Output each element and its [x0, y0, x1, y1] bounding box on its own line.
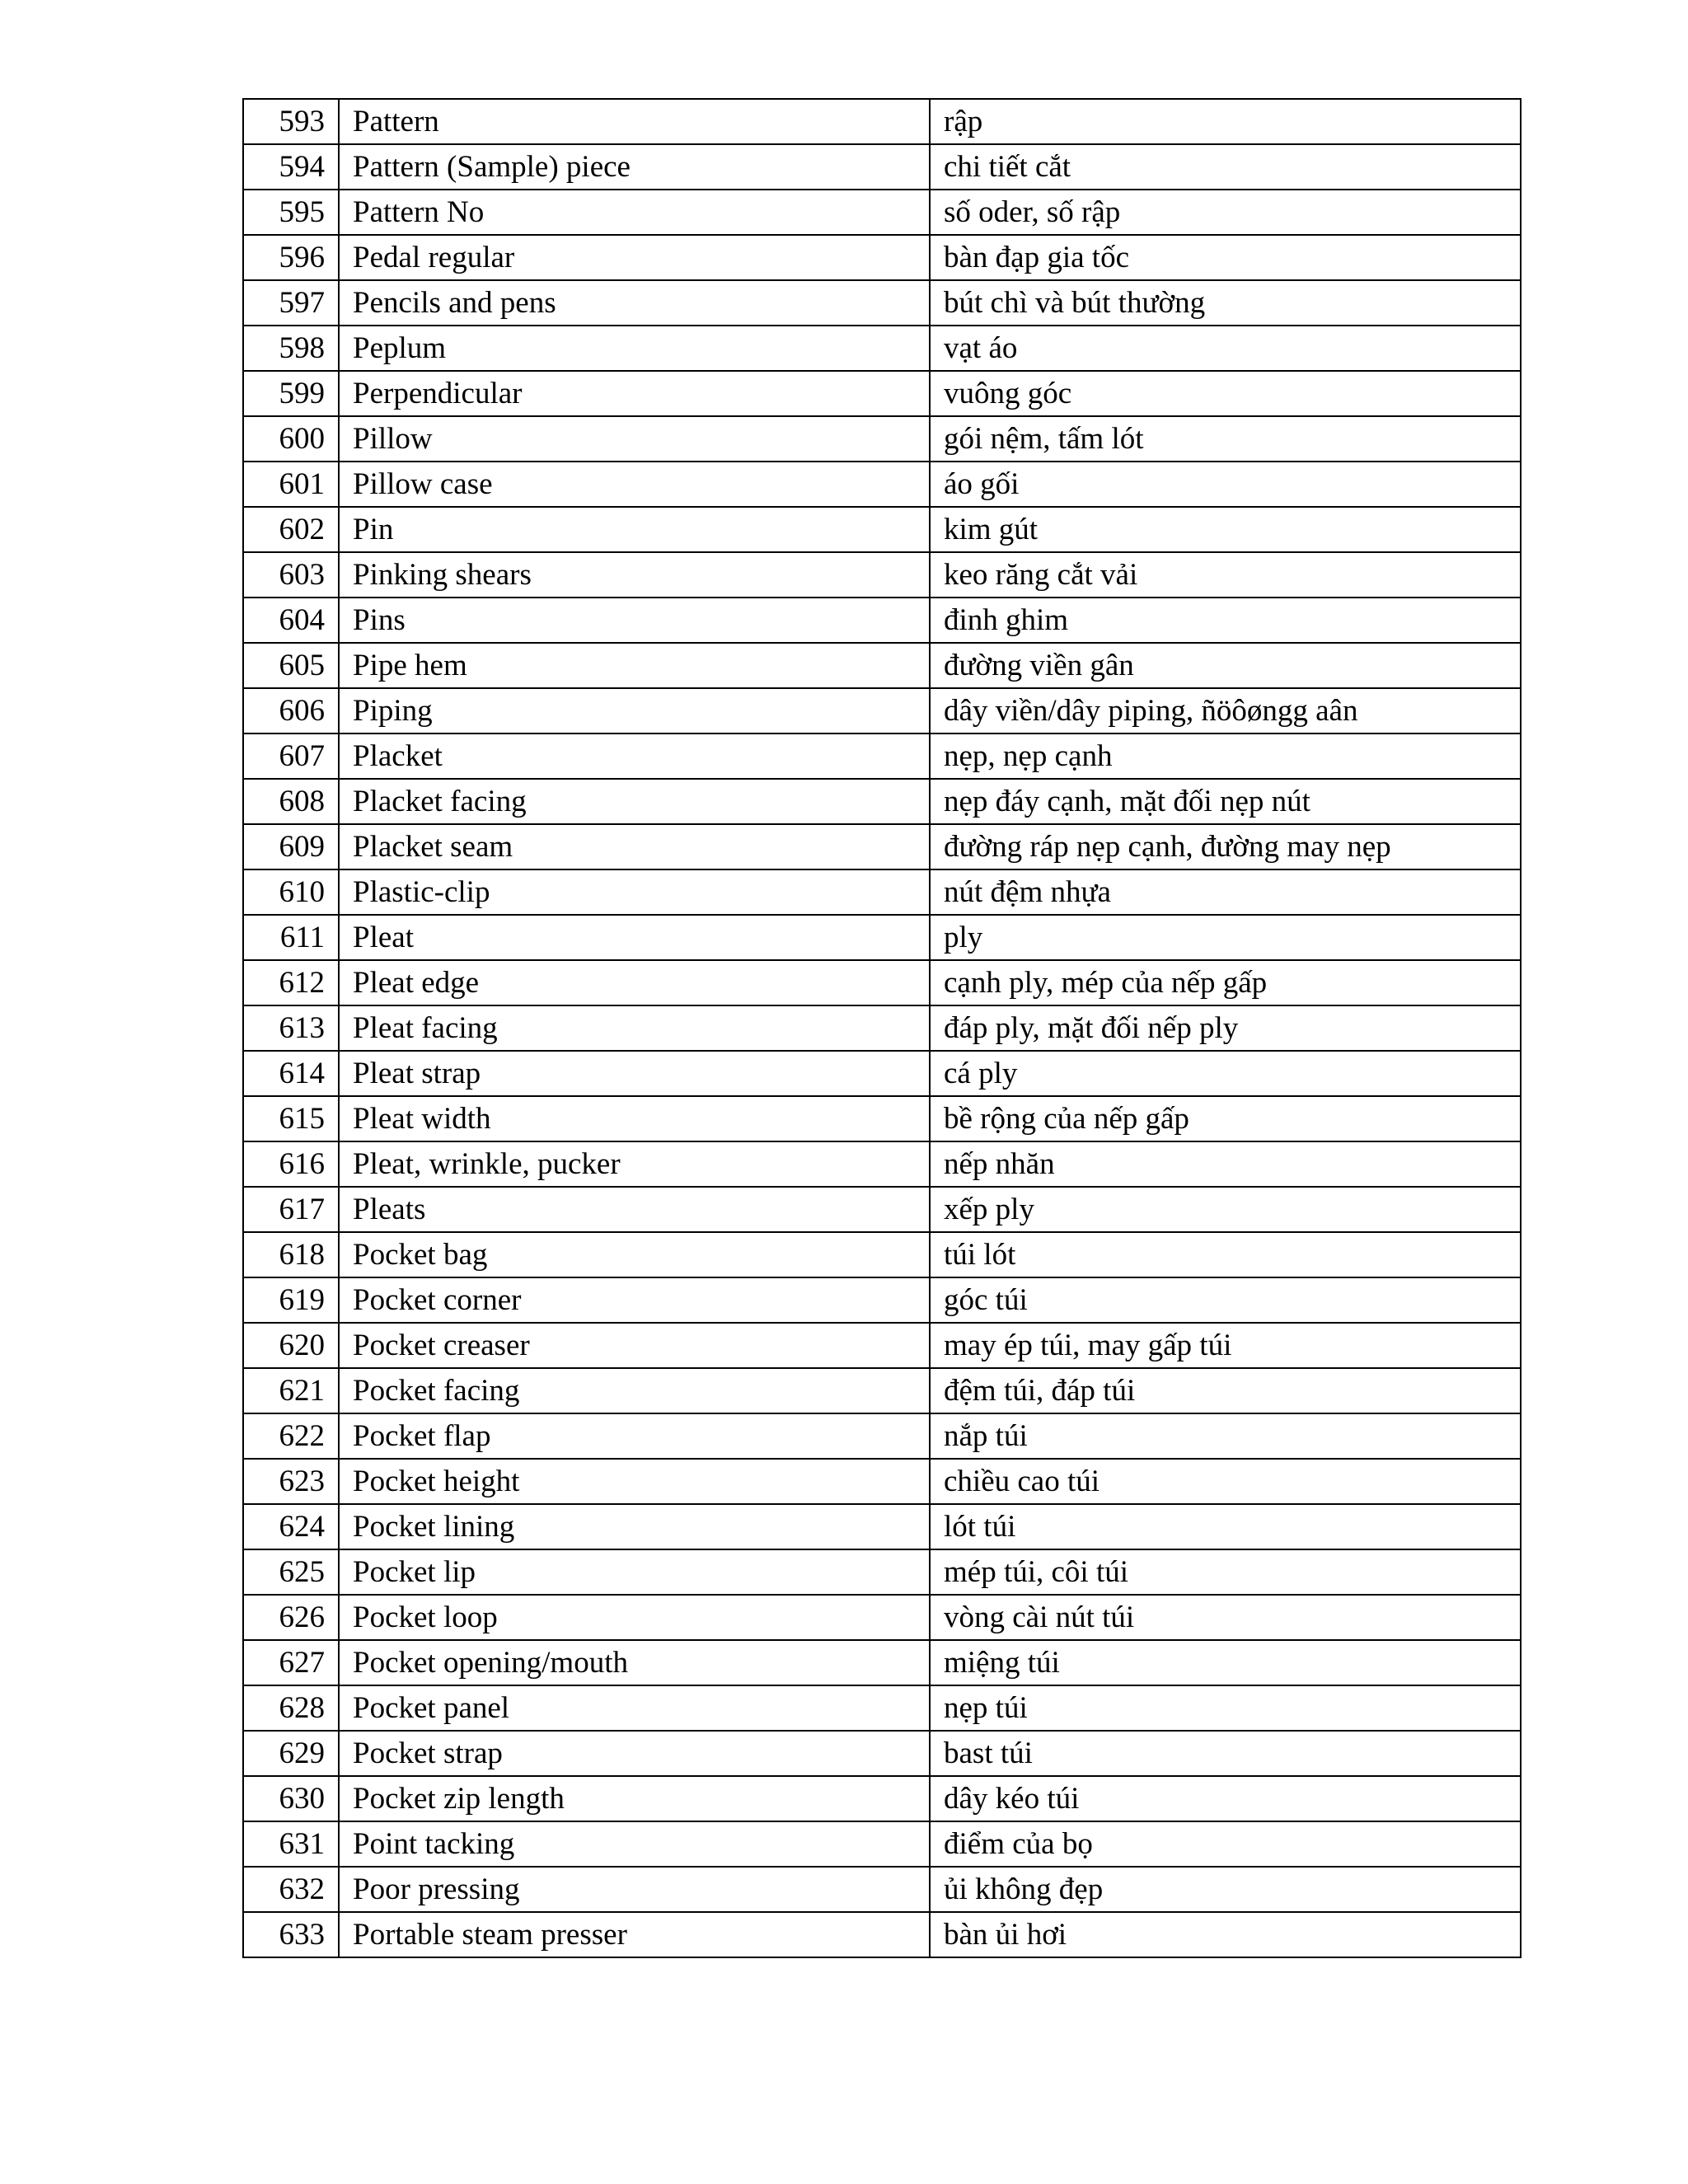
english-term-cell: Portable steam presser: [339, 1912, 930, 1957]
row-number-cell: 626: [243, 1595, 339, 1640]
row-number-cell: 628: [243, 1685, 339, 1731]
english-term-cell: Pattern (Sample) piece: [339, 144, 930, 190]
row-number-cell: 615: [243, 1096, 339, 1141]
vietnamese-term-cell: chiều cao túi: [930, 1459, 1521, 1504]
english-term-cell: Pleat strap: [339, 1051, 930, 1096]
table-row: [243, 462, 1521, 507]
english-term-cell: Pleats: [339, 1187, 930, 1232]
english-term-cell: Pleat width: [339, 1096, 930, 1141]
row-number-cell: 606: [243, 688, 339, 733]
english-term-cell: Pattern No: [339, 190, 930, 235]
row-number-cell: 633: [243, 1912, 339, 1957]
vietnamese-term-cell: số oder, số rập: [930, 190, 1521, 235]
table-row: [243, 643, 1521, 688]
vietnamese-term-cell: bàn ủi hơi: [930, 1912, 1521, 1957]
vietnamese-term-cell: đường viền gân: [930, 643, 1521, 688]
table-row: [243, 1459, 1521, 1504]
table-row: [243, 915, 1521, 960]
english-term-cell: Pleat, wrinkle, pucker: [339, 1141, 930, 1187]
vietnamese-term-cell: bề rộng của nếp gấp: [930, 1096, 1521, 1141]
row-number-cell: 619: [243, 1277, 339, 1323]
english-term-cell: Pocket lining: [339, 1504, 930, 1549]
table-row: [243, 688, 1521, 733]
row-number-cell: 593: [243, 99, 339, 144]
english-term-cell: Pillow case: [339, 462, 930, 507]
vietnamese-term-cell: vòng cài nút túi: [930, 1595, 1521, 1640]
glossary-table: [242, 98, 1522, 1958]
vietnamese-term-cell: xếp ply: [930, 1187, 1521, 1232]
table-row: [243, 326, 1521, 371]
table-row: [243, 1051, 1521, 1096]
vietnamese-term-cell: đáp ply, mặt đối nếp ply: [930, 1005, 1521, 1051]
row-number-cell: 623: [243, 1459, 339, 1504]
table-row: [243, 235, 1521, 280]
vietnamese-term-cell: cạnh ply, mép của nếp gấp: [930, 960, 1521, 1005]
english-term-cell: Pleat facing: [339, 1005, 930, 1051]
table-row: [243, 1731, 1521, 1776]
vietnamese-term-cell: túi lót: [930, 1232, 1521, 1277]
row-number-cell: 609: [243, 824, 339, 869]
english-term-cell: Peplum: [339, 326, 930, 371]
table-row: [243, 1005, 1521, 1051]
english-term-cell: Pocket facing: [339, 1368, 930, 1413]
english-term-cell: Pocket height: [339, 1459, 930, 1504]
row-number-cell: 629: [243, 1731, 339, 1776]
vietnamese-term-cell: vuông góc: [930, 371, 1521, 416]
table-row: [243, 779, 1521, 824]
table-row: [243, 1867, 1521, 1912]
vietnamese-term-cell: điểm của bọ: [930, 1821, 1521, 1867]
table-row: [243, 1912, 1521, 1957]
row-number-cell: 618: [243, 1232, 339, 1277]
vietnamese-term-cell: bàn đạp gia tốc: [930, 235, 1521, 280]
vietnamese-term-cell: bast túi: [930, 1731, 1521, 1776]
row-number-cell: 599: [243, 371, 339, 416]
table-row: [243, 824, 1521, 869]
vietnamese-term-cell: rập: [930, 99, 1521, 144]
vietnamese-term-cell: nút đệm nhựa: [930, 869, 1521, 915]
row-number-cell: 624: [243, 1504, 339, 1549]
table-row: [243, 1277, 1521, 1323]
vietnamese-term-cell: đường ráp nẹp cạnh, đường may nẹp: [930, 824, 1521, 869]
english-term-cell: Pocket panel: [339, 1685, 930, 1731]
table-row: [243, 1504, 1521, 1549]
english-term-cell: Pinking shears: [339, 552, 930, 598]
english-term-cell: Pocket flap: [339, 1413, 930, 1459]
table-row: [243, 99, 1521, 144]
english-term-cell: Pleat: [339, 915, 930, 960]
vietnamese-term-cell: nếp nhăn: [930, 1141, 1521, 1187]
vietnamese-term-cell: đệm túi, đáp túi: [930, 1368, 1521, 1413]
table-row: [243, 1685, 1521, 1731]
vietnamese-term-cell: vạt áo: [930, 326, 1521, 371]
table-row: [243, 1640, 1521, 1685]
english-term-cell: Pocket lip: [339, 1549, 930, 1595]
row-number-cell: 611: [243, 915, 339, 960]
english-term-cell: Pattern: [339, 99, 930, 144]
english-term-cell: Pocket zip length: [339, 1776, 930, 1821]
english-term-cell: Placket: [339, 733, 930, 779]
glossary-table-body: [243, 99, 1521, 1957]
vietnamese-term-cell: may ép túi, may gấp túi: [930, 1323, 1521, 1368]
english-term-cell: Pillow: [339, 416, 930, 462]
row-number-cell: 607: [243, 733, 339, 779]
english-term-cell: Pocket bag: [339, 1232, 930, 1277]
row-number-cell: 610: [243, 869, 339, 915]
vietnamese-term-cell: nẹp đáy cạnh, mặt đối nẹp nút: [930, 779, 1521, 824]
vietnamese-term-cell: nắp túi: [930, 1413, 1521, 1459]
table-row: [243, 733, 1521, 779]
vietnamese-term-cell: áo gối: [930, 462, 1521, 507]
vietnamese-term-cell: miệng túi: [930, 1640, 1521, 1685]
row-number-cell: 630: [243, 1776, 339, 1821]
row-number-cell: 600: [243, 416, 339, 462]
english-term-cell: Poor pressing: [339, 1867, 930, 1912]
english-term-cell: Pocket strap: [339, 1731, 930, 1776]
table-row: [243, 598, 1521, 643]
row-number-cell: 602: [243, 507, 339, 552]
english-term-cell: Pencils and pens: [339, 280, 930, 326]
vietnamese-term-cell: nẹp, nẹp cạnh: [930, 733, 1521, 779]
english-term-cell: Placket seam: [339, 824, 930, 869]
vietnamese-term-cell: chi tiết cắt: [930, 144, 1521, 190]
vietnamese-term-cell: ủi không đẹp: [930, 1867, 1521, 1912]
table-row: [243, 1232, 1521, 1277]
english-term-cell: Pipe hem: [339, 643, 930, 688]
table-row: [243, 1187, 1521, 1232]
vietnamese-term-cell: lót túi: [930, 1504, 1521, 1549]
vietnamese-term-cell: gói nệm, tấm lót: [930, 416, 1521, 462]
vietnamese-term-cell: bút chì và bút thường: [930, 280, 1521, 326]
table-row: [243, 507, 1521, 552]
row-number-cell: 596: [243, 235, 339, 280]
row-number-cell: 627: [243, 1640, 339, 1685]
vietnamese-term-cell: keo răng cắt vải: [930, 552, 1521, 598]
row-number-cell: 614: [243, 1051, 339, 1096]
row-number-cell: 632: [243, 1867, 339, 1912]
row-number-cell: 601: [243, 462, 339, 507]
english-term-cell: Plastic-clip: [339, 869, 930, 915]
table-row: [243, 371, 1521, 416]
english-term-cell: Perpendicular: [339, 371, 930, 416]
table-row: [243, 1549, 1521, 1595]
row-number-cell: 605: [243, 643, 339, 688]
row-number-cell: 597: [243, 280, 339, 326]
row-number-cell: 617: [243, 1187, 339, 1232]
table-row: [243, 1595, 1521, 1640]
table-row: [243, 1096, 1521, 1141]
vietnamese-term-cell: ply: [930, 915, 1521, 960]
english-term-cell: Pocket creaser: [339, 1323, 930, 1368]
vietnamese-term-cell: dây kéo túi: [930, 1776, 1521, 1821]
vietnamese-term-cell: góc túi: [930, 1277, 1521, 1323]
row-number-cell: 620: [243, 1323, 339, 1368]
english-term-cell: Pocket corner: [339, 1277, 930, 1323]
english-term-cell: Piping: [339, 688, 930, 733]
row-number-cell: 616: [243, 1141, 339, 1187]
row-number-cell: 594: [243, 144, 339, 190]
table-row: [243, 1413, 1521, 1459]
row-number-cell: 603: [243, 552, 339, 598]
english-term-cell: Pocket opening/mouth: [339, 1640, 930, 1685]
english-term-cell: Point tacking: [339, 1821, 930, 1867]
table-row: [243, 190, 1521, 235]
english-term-cell: Pedal regular: [339, 235, 930, 280]
english-term-cell: Pocket loop: [339, 1595, 930, 1640]
vietnamese-term-cell: dây viền/dây piping, ñöôøngg aân: [930, 688, 1521, 733]
table-row: [243, 416, 1521, 462]
vietnamese-term-cell: đinh ghim: [930, 598, 1521, 643]
english-term-cell: Placket facing: [339, 779, 930, 824]
table-row: [243, 552, 1521, 598]
vietnamese-term-cell: cá ply: [930, 1051, 1521, 1096]
row-number-cell: 622: [243, 1413, 339, 1459]
table-row: [243, 1141, 1521, 1187]
table-row: [243, 1323, 1521, 1368]
vietnamese-term-cell: mép túi, côi túi: [930, 1549, 1521, 1595]
row-number-cell: 595: [243, 190, 339, 235]
table-row: [243, 960, 1521, 1005]
row-number-cell: 613: [243, 1005, 339, 1051]
english-term-cell: Pleat edge: [339, 960, 930, 1005]
table-row: [243, 869, 1521, 915]
row-number-cell: 621: [243, 1368, 339, 1413]
table-row: [243, 1821, 1521, 1867]
row-number-cell: 625: [243, 1549, 339, 1595]
row-number-cell: 631: [243, 1821, 339, 1867]
vietnamese-term-cell: nẹp túi: [930, 1685, 1521, 1731]
table-row: [243, 144, 1521, 190]
vietnamese-term-cell: kim gút: [930, 507, 1521, 552]
table-row: [243, 1368, 1521, 1413]
row-number-cell: 612: [243, 960, 339, 1005]
english-term-cell: Pin: [339, 507, 930, 552]
row-number-cell: 608: [243, 779, 339, 824]
table-row: [243, 280, 1521, 326]
table-row: [243, 1776, 1521, 1821]
row-number-cell: 604: [243, 598, 339, 643]
english-term-cell: Pins: [339, 598, 930, 643]
row-number-cell: 598: [243, 326, 339, 371]
